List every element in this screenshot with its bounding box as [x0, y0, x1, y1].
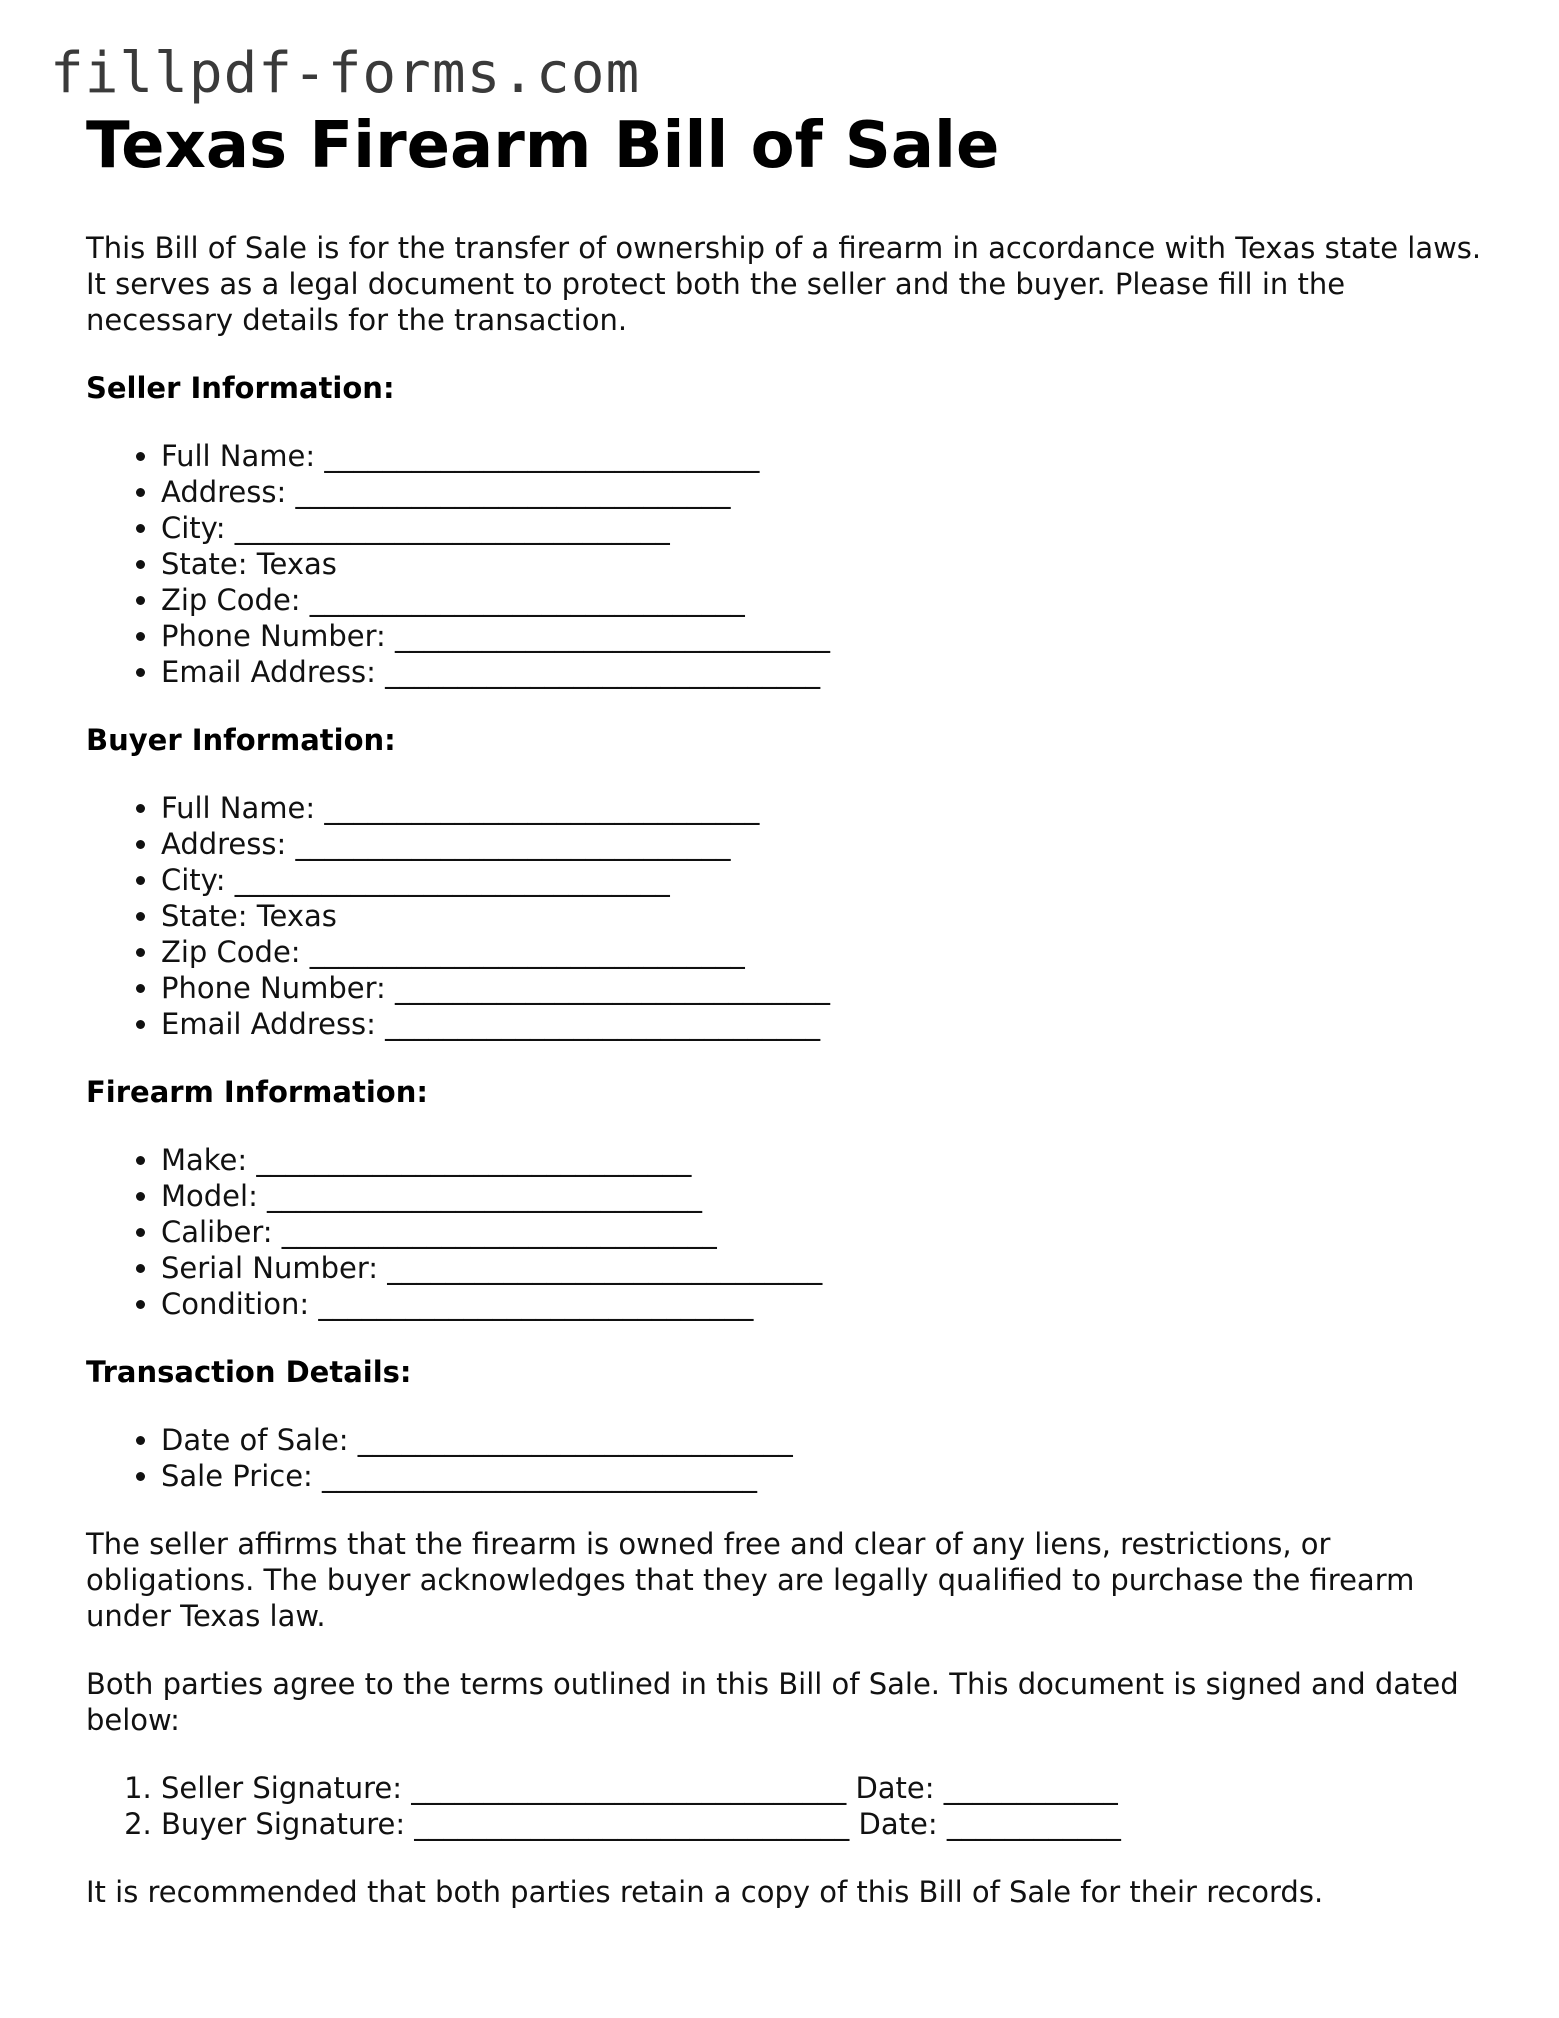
seller-fields-list: [86, 438, 1486, 690]
buyer-phone-field: • Phone Number: ______________________________: [161, 970, 1486, 1006]
buyer-signature-line: 2. Buyer Signature: ______________________________ Date: ____________: [161, 1806, 1486, 1842]
closing-paragraph: It is recommended that both parties retain a copy of this Bill of Sale for their records.: [86, 1875, 1324, 1909]
buyer-city-field: • City: ______________________________: [161, 862, 1486, 898]
agreement-paragraph: Both parties agree to the terms outlined in this Bill of Sale. This document is signed and dated below:: [86, 1667, 1459, 1737]
buyer-heading: Buyer Information:: [86, 723, 396, 757]
firearm-fields-list: [86, 1142, 1486, 1322]
affirmation-paragraph: The seller affirms that the firearm is owned free and clear of any liens, restrictions, or obligations. The buyer acknowledges that they are legally qualified to purchase the firearm under Texas law.: [86, 1527, 1415, 1633]
document-page: [86, 108, 1486, 1942]
transaction-price-field: • Sale Price: ______________________________: [161, 1458, 1486, 1494]
transaction-date-field: • Date of Sale: ______________________________: [161, 1422, 1486, 1458]
seller-full-name-field: • Full Name: ______________________________: [161, 438, 1486, 474]
buyer-fields-list: [86, 790, 1486, 1042]
seller-state-field: • State: Texas: [161, 546, 1486, 582]
seller-email-field: • Email Address: ______________________________: [161, 654, 1486, 690]
buyer-email-field: • Email Address: ______________________________: [161, 1006, 1486, 1042]
seller-signature-line: 1. Seller Signature: ______________________________ Date: ____________: [161, 1770, 1486, 1806]
seller-city-field: • City: ______________________________: [161, 510, 1486, 546]
buyer-state-field: • State: Texas: [161, 898, 1486, 934]
firearm-caliber-field: • Caliber: ______________________________: [161, 1214, 1486, 1250]
buyer-full-name-field: • Full Name: ______________________________: [161, 790, 1486, 826]
seller-address-field: • Address: ______________________________: [161, 474, 1486, 510]
firearm-condition-field: • Condition: ______________________________: [161, 1286, 1486, 1322]
watermark-text: fillpdf-forms.com: [50, 41, 641, 106]
transaction-fields-list: [86, 1422, 1486, 1494]
buyer-address-field: • Address: ______________________________: [161, 826, 1486, 862]
seller-phone-field: • Phone Number: ______________________________: [161, 618, 1486, 654]
firearm-make-field: • Make: ______________________________: [161, 1142, 1486, 1178]
seller-zip-field: • Zip Code: ______________________________: [161, 582, 1486, 618]
transaction-heading: Transaction Details:: [86, 1355, 412, 1389]
firearm-model-field: • Model: ______________________________: [161, 1178, 1486, 1214]
intro-paragraph: This Bill of Sale is for the transfer of ownership of a firearm in accordance with Texas state laws. It serves as a legal document to protect both the seller and the buyer. Please fill in the necessary details for the transaction.: [86, 231, 1482, 337]
firearm-heading: Firearm Information:: [86, 1075, 428, 1109]
signature-list: [86, 1770, 1486, 1842]
document-title: Texas Firearm Bill of Sale: [86, 109, 1000, 183]
seller-heading: Seller Information:: [86, 371, 395, 405]
buyer-zip-field: • Zip Code: ______________________________: [161, 934, 1486, 970]
firearm-serial-field: • Serial Number: ______________________________: [161, 1250, 1486, 1286]
